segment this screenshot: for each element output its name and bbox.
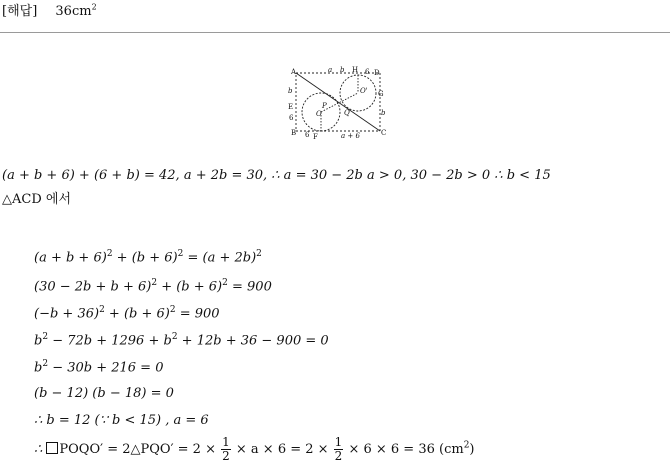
step-1-exp1: 2: [106, 249, 113, 259]
step-3-b: + (b + 6): [104, 306, 170, 322]
step-5-b: − 30b + 216 = 0: [48, 360, 164, 376]
step-8-mid3: × 6 × 6 = 36 (cm: [344, 442, 464, 457]
step-8-exp: 2: [463, 440, 470, 451]
label-e: E: [288, 103, 294, 111]
step-2-exp1: 2: [151, 278, 158, 288]
step-3-exp1: 2: [99, 305, 105, 315]
step-1-a: (a + b + 6): [34, 250, 107, 266]
step-5-exp1: 2: [42, 359, 49, 369]
label-o-prime: O': [360, 87, 368, 95]
step-1: [34, 249, 262, 265]
label-top-a: a: [328, 66, 333, 74]
step-2-c: = 900: [227, 279, 272, 295]
step-1-exp2: 2: [177, 249, 184, 259]
label-bottom-a6: a + 6: [341, 132, 360, 140]
step-8-mid1: POQO′ = 2△PQO′ = 2 ×: [59, 442, 221, 457]
label-q: Q: [344, 109, 350, 117]
label-g: G: [378, 90, 384, 98]
label-b: B: [291, 129, 297, 137]
label-h: H: [352, 66, 359, 74]
step-2-a: (30 − 2b + b + 6): [34, 279, 152, 295]
square-icon: [46, 442, 58, 454]
fraction-half-2: [334, 436, 344, 463]
label-d: D: [374, 69, 380, 77]
step-4: [34, 332, 329, 348]
step-4-a: b: [34, 333, 43, 349]
label-p: P: [322, 102, 327, 110]
label-top-6: 6: [365, 68, 370, 76]
triangle-acd-line: △ACD 에서: [2, 192, 72, 207]
label-right-b: b: [381, 109, 386, 117]
diagonal-ac: [296, 73, 380, 131]
geometry-figure: [286, 63, 386, 141]
step-8-mid2: × a × 6 = 2 ×: [231, 442, 333, 457]
circle-o-prime: [340, 75, 376, 111]
condition-line: (a + b + 6) + (6 + b) = 42, a + 2b = 30, ∴ a = 30 − 2b a > 0, 30 − 2b > 0 ∴ b < 15: [2, 168, 551, 183]
label-top-b: b: [340, 66, 345, 74]
answer-tag: [해답]: [2, 4, 38, 19]
step-3-c: = 900: [175, 306, 220, 322]
step-5-a: b: [34, 360, 43, 376]
label-o: O: [316, 110, 322, 118]
label-a: A: [291, 68, 297, 76]
step-4-exp2: 2: [171, 332, 178, 342]
divider: [0, 32, 670, 33]
label-left-b: b: [288, 87, 293, 95]
label-left-6: 6: [289, 114, 294, 122]
frac-den-1: 2: [222, 449, 230, 463]
step-7: ∴ b = 12 (∵ b < 15) , a = 6: [34, 413, 209, 428]
step-1-c: = (a + 2b): [183, 250, 257, 266]
step-4-c: + 12b + 36 − 900 = 0: [177, 333, 329, 349]
step-8: [34, 436, 475, 463]
step-2-exp2: 2: [222, 278, 228, 288]
answer-value: 36cm: [55, 4, 92, 19]
step-2-b: + (b + 6): [157, 279, 223, 295]
step-3-exp2: 2: [169, 305, 176, 315]
step-8-post: ): [469, 442, 475, 457]
step-5: [34, 359, 163, 375]
answer-header: [2, 0, 97, 19]
frac-num-1: 1: [222, 435, 230, 449]
step-1-exp3: 2: [256, 249, 262, 259]
answer-exponent: 2: [91, 2, 97, 12]
label-f: F: [313, 133, 318, 141]
label-bottom-6: 6: [305, 131, 310, 139]
label-c: C: [381, 129, 386, 137]
step-8-pre: ∴: [34, 442, 47, 457]
step-3: [34, 305, 220, 321]
step-4-b: − 72b + 1296 + b: [48, 333, 172, 349]
step-1-b: + (b + 6): [112, 250, 178, 266]
step-2: [34, 278, 272, 294]
fraction-half-1: [221, 436, 231, 463]
frac-den-2: 2: [334, 449, 343, 463]
step-3-a: (−b + 36): [34, 306, 100, 322]
frac-num-2: 1: [334, 435, 343, 449]
step-4-exp1: 2: [42, 332, 49, 342]
step-6: (b − 12) (b − 18) = 0: [34, 386, 174, 401]
